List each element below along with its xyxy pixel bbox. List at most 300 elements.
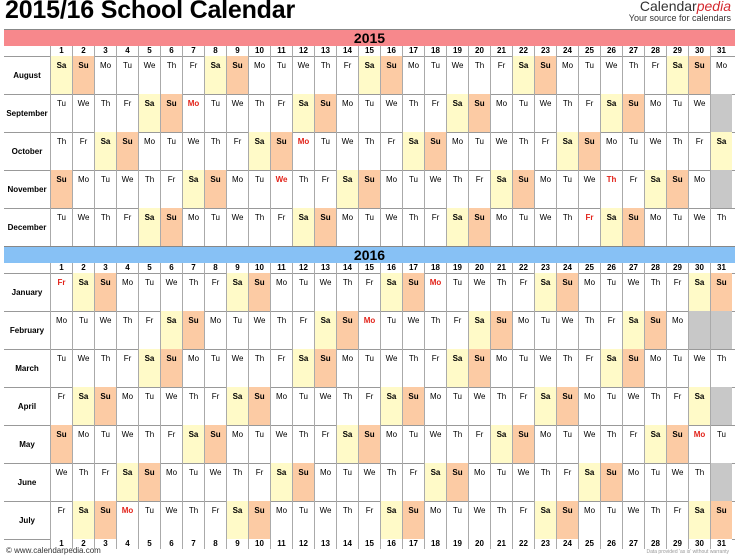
day-cell[interactable]: Tu	[116, 56, 138, 94]
day-cell[interactable]: Mo	[688, 170, 710, 208]
day-cell[interactable]: Tu	[182, 463, 204, 501]
day-cell[interactable]: Mo	[468, 463, 490, 501]
day-cell[interactable]: Su	[314, 349, 336, 387]
day-cell[interactable]: Tu	[292, 273, 314, 311]
day-cell[interactable]: Tu	[710, 425, 732, 463]
day-cell[interactable]: Th	[446, 425, 468, 463]
day-cell[interactable]: Sa	[600, 208, 622, 246]
day-cell[interactable]: We	[160, 501, 182, 539]
day-cell[interactable]: Fr	[292, 311, 314, 349]
day-cell[interactable]: We	[534, 208, 556, 246]
day-cell[interactable]: Su	[556, 387, 578, 425]
day-cell[interactable]: Mo	[336, 94, 358, 132]
day-cell[interactable]: Sa	[270, 463, 292, 501]
day-cell[interactable]: Fr	[358, 387, 380, 425]
day-cell[interactable]: Fr	[204, 387, 226, 425]
day-cell[interactable]: Th	[490, 387, 512, 425]
day-cell[interactable]: Mo	[116, 273, 138, 311]
day-cell[interactable]	[710, 463, 732, 501]
day-cell[interactable]: Mo	[72, 170, 94, 208]
day-cell[interactable]: We	[204, 463, 226, 501]
day-cell[interactable]: Su	[512, 425, 534, 463]
day-cell[interactable]: We	[72, 94, 94, 132]
day-cell[interactable]: Sa	[72, 387, 94, 425]
day-cell[interactable]: Th	[556, 94, 578, 132]
day-cell[interactable]: Tu	[336, 463, 358, 501]
day-cell[interactable]: We	[688, 94, 710, 132]
day-cell[interactable]: We	[116, 425, 138, 463]
day-cell[interactable]: Fr	[688, 132, 710, 170]
day-cell[interactable]: Tu	[358, 208, 380, 246]
day-cell[interactable]: Tu	[446, 387, 468, 425]
day-cell[interactable]: We	[402, 311, 424, 349]
day-cell[interactable]: Sa	[292, 94, 314, 132]
day-cell[interactable]: Su	[622, 94, 644, 132]
day-cell[interactable]: We	[578, 425, 600, 463]
day-cell[interactable]: Su	[710, 501, 732, 539]
day-cell[interactable]: Fr	[116, 208, 138, 246]
day-cell[interactable]: We	[622, 273, 644, 311]
day-cell[interactable]: Mo	[710, 56, 732, 94]
day-cell[interactable]: Su	[248, 273, 270, 311]
day-cell[interactable]: Tu	[94, 425, 116, 463]
day-cell[interactable]: Su	[534, 56, 556, 94]
day-cell[interactable]: Sa	[380, 387, 402, 425]
day-cell[interactable]: Sa	[358, 56, 380, 94]
day-cell[interactable]: We	[688, 208, 710, 246]
day-cell[interactable]: Sa	[402, 132, 424, 170]
day-cell[interactable]: Fr	[314, 425, 336, 463]
day-cell[interactable]: Tu	[512, 94, 534, 132]
day-cell[interactable]: Su	[468, 208, 490, 246]
day-cell[interactable]: Sa	[336, 170, 358, 208]
day-cell[interactable]: Fr	[424, 94, 446, 132]
day-cell[interactable]: Th	[292, 425, 314, 463]
day-cell[interactable]: Th	[336, 387, 358, 425]
day-cell[interactable]: Mo	[578, 387, 600, 425]
day-cell[interactable]: Tu	[204, 94, 226, 132]
day-cell[interactable]: Sa	[622, 311, 644, 349]
day-cell[interactable]: Fr	[270, 208, 292, 246]
day-cell[interactable]: Th	[248, 94, 270, 132]
day-cell[interactable]: Mo	[226, 170, 248, 208]
day-cell[interactable]: Su	[688, 56, 710, 94]
day-cell[interactable]: Mo	[644, 208, 666, 246]
day-cell[interactable]: Su	[666, 425, 688, 463]
day-cell[interactable]: Su	[94, 387, 116, 425]
day-cell[interactable]: Fr	[204, 501, 226, 539]
day-cell[interactable]: Th	[710, 208, 732, 246]
day-cell[interactable]: Fr	[270, 94, 292, 132]
day-cell[interactable]: Su	[248, 501, 270, 539]
day-cell[interactable]: Fr	[50, 387, 72, 425]
day-cell[interactable]: Th	[72, 463, 94, 501]
day-cell[interactable]: Sa	[226, 501, 248, 539]
day-cell[interactable]: Sa	[446, 349, 468, 387]
day-cell[interactable]: Mo	[182, 349, 204, 387]
day-cell[interactable]: Su	[512, 170, 534, 208]
day-cell[interactable]: Mo	[292, 132, 314, 170]
day-cell[interactable]: Sa	[94, 132, 116, 170]
day-cell[interactable]: Fr	[94, 463, 116, 501]
day-cell[interactable]: We	[270, 170, 292, 208]
day-cell[interactable]: Su	[556, 273, 578, 311]
day-cell[interactable]: We	[116, 170, 138, 208]
day-cell[interactable]: Sa	[446, 94, 468, 132]
day-cell[interactable]: Tu	[226, 311, 248, 349]
day-cell[interactable]: Su	[94, 501, 116, 539]
day-cell[interactable]: Th	[292, 170, 314, 208]
day-cell[interactable]: Mo	[336, 208, 358, 246]
day-cell[interactable]: Tu	[138, 273, 160, 311]
day-cell[interactable]: Sa	[534, 273, 556, 311]
day-cell[interactable]: Su	[468, 349, 490, 387]
day-cell[interactable]: Tu	[50, 208, 72, 246]
day-cell[interactable]: Su	[710, 273, 732, 311]
day-cell[interactable]: Su	[138, 463, 160, 501]
day-cell[interactable]: Su	[94, 273, 116, 311]
day-cell[interactable]: Fr	[50, 501, 72, 539]
day-cell[interactable]: Th	[182, 501, 204, 539]
day-cell[interactable]: Tu	[138, 501, 160, 539]
day-cell[interactable]: Th	[336, 501, 358, 539]
day-cell[interactable]: Fr	[622, 425, 644, 463]
day-cell[interactable]: We	[666, 463, 688, 501]
day-cell[interactable]: Sa	[600, 349, 622, 387]
day-cell[interactable]: Sa	[446, 208, 468, 246]
day-cell[interactable]: We	[578, 170, 600, 208]
day-cell[interactable]: Th	[490, 501, 512, 539]
day-cell[interactable]: Su	[402, 273, 424, 311]
day-cell[interactable]	[710, 170, 732, 208]
day-cell[interactable]: Mo	[380, 425, 402, 463]
day-cell[interactable]: Tu	[534, 311, 556, 349]
day-cell[interactable]: Tu	[72, 311, 94, 349]
day-cell[interactable]: Tu	[314, 132, 336, 170]
calendarpedia-logo[interactable]	[629, 0, 731, 23]
day-cell[interactable]: Tu	[358, 349, 380, 387]
day-cell[interactable]: Fr	[270, 349, 292, 387]
day-cell[interactable]: We	[314, 387, 336, 425]
day-cell[interactable]: Sa	[710, 132, 732, 170]
day-cell[interactable]: Fr	[204, 273, 226, 311]
day-cell[interactable]: Su	[50, 425, 72, 463]
day-cell[interactable]: Th	[402, 208, 424, 246]
day-cell[interactable]: Th	[468, 56, 490, 94]
day-cell[interactable]: Su	[600, 463, 622, 501]
day-cell[interactable]: Su	[644, 311, 666, 349]
day-cell[interactable]: Tu	[248, 425, 270, 463]
day-cell[interactable]: Su	[490, 311, 512, 349]
day-cell[interactable]: Tu	[666, 94, 688, 132]
day-cell[interactable]: Fr	[50, 273, 72, 311]
day-cell[interactable]: Sa	[138, 94, 160, 132]
day-cell[interactable]: We	[182, 132, 204, 170]
day-cell[interactable]: Th	[226, 463, 248, 501]
day-cell[interactable]: Sa	[72, 273, 94, 311]
day-cell[interactable]: Sa	[182, 170, 204, 208]
day-cell[interactable]: Fr	[534, 132, 556, 170]
day-cell[interactable]: Fr	[182, 56, 204, 94]
day-cell[interactable]: Th	[666, 132, 688, 170]
day-cell[interactable]: Mo	[204, 311, 226, 349]
day-cell[interactable]: We	[468, 387, 490, 425]
day-cell[interactable]: Th	[336, 273, 358, 311]
day-cell[interactable]: Su	[226, 56, 248, 94]
day-cell[interactable]: We	[358, 463, 380, 501]
day-cell[interactable]: Fr	[468, 425, 490, 463]
day-cell[interactable]: Fr	[666, 273, 688, 311]
day-cell[interactable]: Mo	[116, 387, 138, 425]
day-cell[interactable]: Mo	[534, 170, 556, 208]
day-cell[interactable]: Th	[512, 132, 534, 170]
day-cell[interactable]	[710, 311, 732, 349]
day-cell[interactable]: We	[72, 349, 94, 387]
day-cell[interactable]: Mo	[160, 463, 182, 501]
day-cell[interactable]: Tu	[270, 56, 292, 94]
day-cell[interactable]: Sa	[226, 273, 248, 311]
day-cell[interactable]: Mo	[402, 56, 424, 94]
day-cell[interactable]: We	[226, 208, 248, 246]
day-cell[interactable]: Su	[336, 311, 358, 349]
day-cell[interactable]: Mo	[622, 463, 644, 501]
day-cell[interactable]: Th	[644, 501, 666, 539]
day-cell[interactable]: Tu	[490, 463, 512, 501]
day-cell[interactable]: Tu	[292, 501, 314, 539]
day-cell[interactable]: Sa	[160, 311, 182, 349]
day-cell[interactable]: Tu	[600, 501, 622, 539]
day-cell[interactable]: Tu	[424, 56, 446, 94]
day-cell[interactable]: Fr	[622, 170, 644, 208]
day-cell[interactable]: Fr	[490, 56, 512, 94]
day-cell[interactable]: Fr	[336, 56, 358, 94]
day-cell[interactable]: We	[160, 387, 182, 425]
day-cell[interactable]: Mo	[424, 387, 446, 425]
day-cell[interactable]: Th	[116, 311, 138, 349]
day-cell[interactable]: We	[50, 463, 72, 501]
day-cell[interactable]: Mo	[182, 208, 204, 246]
day-cell[interactable]: Mo	[270, 273, 292, 311]
day-cell[interactable]: Mo	[248, 56, 270, 94]
day-cell[interactable]: Mo	[644, 94, 666, 132]
day-cell[interactable]: Fr	[116, 349, 138, 387]
day-cell[interactable]: Th	[534, 463, 556, 501]
day-cell[interactable]: Sa	[578, 463, 600, 501]
day-cell[interactable]: We	[534, 349, 556, 387]
day-cell[interactable]: Tu	[446, 501, 468, 539]
day-cell[interactable]: Su	[50, 170, 72, 208]
day-cell[interactable]: Tu	[138, 387, 160, 425]
day-cell[interactable]: Sa	[72, 501, 94, 539]
day-cell[interactable]: Fr	[314, 170, 336, 208]
day-cell[interactable]: Th	[248, 208, 270, 246]
day-cell[interactable]: Fr	[512, 273, 534, 311]
day-cell[interactable]: We	[622, 501, 644, 539]
day-cell[interactable]: Fr	[468, 170, 490, 208]
day-cell[interactable]: We	[72, 208, 94, 246]
day-cell[interactable]	[710, 94, 732, 132]
day-cell[interactable]: Th	[270, 311, 292, 349]
day-cell[interactable]: Th	[380, 463, 402, 501]
day-cell[interactable]: Fr	[72, 132, 94, 170]
day-cell[interactable]: Sa	[50, 56, 72, 94]
day-cell[interactable]: We	[380, 349, 402, 387]
day-cell[interactable]: We	[600, 56, 622, 94]
day-cell[interactable]: Mo	[578, 501, 600, 539]
day-cell[interactable]: Th	[248, 349, 270, 387]
day-cell[interactable]: Fr	[402, 463, 424, 501]
day-cell[interactable]: Mo	[358, 311, 380, 349]
day-cell[interactable]: Mo	[424, 273, 446, 311]
day-cell[interactable]: Su	[358, 425, 380, 463]
day-cell[interactable]: Sa	[534, 387, 556, 425]
day-cell[interactable]: Tu	[578, 56, 600, 94]
day-cell[interactable]: Sa	[490, 425, 512, 463]
day-cell[interactable]: Th	[710, 349, 732, 387]
day-cell[interactable]: Tu	[556, 170, 578, 208]
day-cell[interactable]: Mo	[490, 208, 512, 246]
day-cell[interactable]: Fr	[358, 501, 380, 539]
day-cell[interactable]: Su	[556, 501, 578, 539]
day-cell[interactable]: Mo	[490, 94, 512, 132]
day-cell[interactable]: Th	[556, 349, 578, 387]
day-cell[interactable]: Sa	[600, 94, 622, 132]
day-cell[interactable]: Fr	[644, 56, 666, 94]
day-cell[interactable]: Su	[468, 94, 490, 132]
day-cell[interactable]: We	[622, 387, 644, 425]
day-cell[interactable]: Mo	[534, 425, 556, 463]
day-cell[interactable]: Fr	[160, 170, 182, 208]
day-cell[interactable]: We	[468, 273, 490, 311]
day-cell[interactable]: Th	[688, 463, 710, 501]
day-cell[interactable]: Sa	[380, 501, 402, 539]
day-cell[interactable]: Th	[644, 387, 666, 425]
day-cell[interactable]: Sa	[226, 387, 248, 425]
day-cell[interactable]: Su	[424, 132, 446, 170]
day-cell[interactable]: Th	[160, 56, 182, 94]
day-cell[interactable]: Sa	[490, 170, 512, 208]
day-cell[interactable]: Sa	[138, 349, 160, 387]
day-cell[interactable]: Mo	[314, 463, 336, 501]
day-cell[interactable]: Th	[314, 56, 336, 94]
day-cell[interactable]: Fr	[578, 94, 600, 132]
day-cell[interactable]: Tu	[94, 170, 116, 208]
day-cell[interactable]: Su	[248, 387, 270, 425]
day-cell[interactable]: Th	[600, 170, 622, 208]
day-cell[interactable]: We	[292, 56, 314, 94]
day-cell[interactable]: We	[512, 463, 534, 501]
day-cell[interactable]: Sa	[556, 132, 578, 170]
day-cell[interactable]: We	[226, 349, 248, 387]
day-cell[interactable]: Sa	[116, 463, 138, 501]
day-cell[interactable]: Tu	[380, 311, 402, 349]
day-cell[interactable]: Fr	[248, 463, 270, 501]
day-cell[interactable]: Sa	[688, 273, 710, 311]
day-cell[interactable]: Sa	[468, 311, 490, 349]
day-cell[interactable]: Mo	[138, 132, 160, 170]
day-cell[interactable]: Sa	[380, 273, 402, 311]
day-cell[interactable]: Sa	[292, 208, 314, 246]
day-cell[interactable]: Sa	[314, 311, 336, 349]
day-cell[interactable]: Fr	[226, 132, 248, 170]
day-cell[interactable]: We	[644, 132, 666, 170]
day-cell[interactable]: Su	[666, 170, 688, 208]
day-cell[interactable]: Th	[94, 208, 116, 246]
day-cell[interactable]: Th	[182, 387, 204, 425]
day-cell[interactable]: Sa	[688, 387, 710, 425]
day-cell[interactable]: Sa	[138, 208, 160, 246]
day-cell[interactable]: Fr	[600, 311, 622, 349]
day-cell[interactable]: Th	[644, 273, 666, 311]
day-cell[interactable]: Sa	[248, 132, 270, 170]
day-cell[interactable]: Tu	[644, 463, 666, 501]
day-cell[interactable]: Fr	[578, 208, 600, 246]
day-cell[interactable]: Tu	[468, 132, 490, 170]
day-cell[interactable]: Su	[380, 56, 402, 94]
day-cell[interactable]: Th	[138, 170, 160, 208]
day-cell[interactable]: Fr	[424, 349, 446, 387]
day-cell[interactable]: Mo	[688, 425, 710, 463]
day-cell[interactable]: Th	[402, 94, 424, 132]
day-cell[interactable]: Tu	[556, 425, 578, 463]
day-cell[interactable]: We	[446, 56, 468, 94]
day-cell[interactable]: Sa	[336, 425, 358, 463]
day-cell[interactable]: Mo	[182, 94, 204, 132]
day-cell[interactable]: Su	[314, 94, 336, 132]
day-cell[interactable]: Su	[402, 501, 424, 539]
day-cell[interactable]: We	[94, 311, 116, 349]
day-cell[interactable]: Th	[94, 349, 116, 387]
day-cell[interactable]: Tu	[402, 170, 424, 208]
day-cell[interactable]: We	[226, 94, 248, 132]
day-cell[interactable]: Sa	[182, 425, 204, 463]
day-cell[interactable]: Sa	[424, 463, 446, 501]
day-cell[interactable]: Mo	[380, 170, 402, 208]
day-cell[interactable]: Th	[138, 425, 160, 463]
day-cell[interactable]: Fr	[424, 208, 446, 246]
day-cell[interactable]: Th	[600, 425, 622, 463]
day-cell[interactable]: Mo	[578, 273, 600, 311]
day-cell[interactable]: Th	[578, 311, 600, 349]
day-cell[interactable]: Sa	[292, 349, 314, 387]
day-cell[interactable]: We	[160, 273, 182, 311]
day-cell[interactable]: Tu	[446, 273, 468, 311]
day-cell[interactable]: Th	[358, 132, 380, 170]
day-cell[interactable]: Mo	[446, 132, 468, 170]
day-cell[interactable]: Mo	[556, 56, 578, 94]
day-cell[interactable]: Mo	[424, 501, 446, 539]
day-cell[interactable]: We	[556, 311, 578, 349]
day-cell[interactable]: Sa	[688, 501, 710, 539]
day-cell[interactable]: Tu	[666, 349, 688, 387]
day-cell[interactable]: Th	[490, 273, 512, 311]
day-cell[interactable]: Su	[72, 56, 94, 94]
footer-copyright[interactable]: © www.calendarpedia.com	[6, 546, 101, 555]
day-cell[interactable]: Fr	[666, 387, 688, 425]
day-cell[interactable]: We	[336, 132, 358, 170]
day-cell[interactable]: Su	[402, 387, 424, 425]
day-cell[interactable]: Mo	[512, 311, 534, 349]
day-cell[interactable]: Mo	[116, 501, 138, 539]
day-cell[interactable]: Mo	[50, 311, 72, 349]
day-cell[interactable]: We	[380, 94, 402, 132]
day-cell[interactable]: We	[534, 94, 556, 132]
day-cell[interactable]: Fr	[380, 132, 402, 170]
day-cell[interactable]: Sa	[644, 425, 666, 463]
day-cell[interactable]: Fr	[512, 501, 534, 539]
day-cell[interactable]: Mo	[336, 349, 358, 387]
day-cell[interactable]: Fr	[358, 273, 380, 311]
